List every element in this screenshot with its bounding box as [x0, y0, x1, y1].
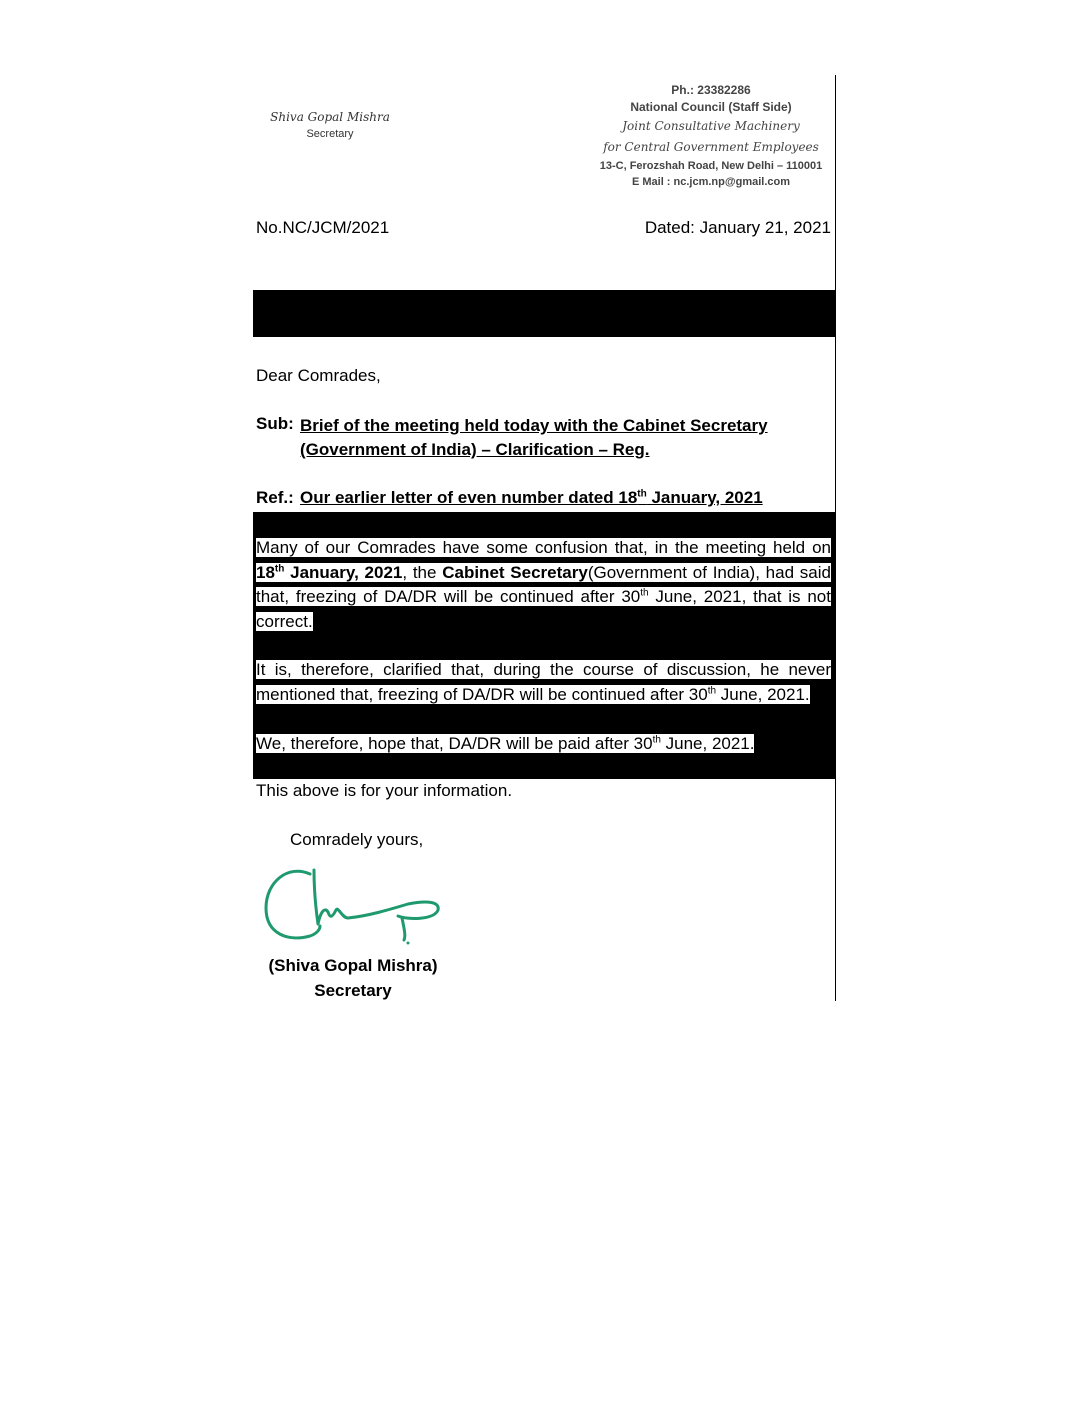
signature-block	[258, 953, 448, 1003]
information-line: This above is for your information.	[256, 781, 513, 800]
ref-text-part: Our earlier letter of even number dated 18	[300, 488, 638, 507]
ref-text-part: January, 2021	[646, 488, 763, 507]
p1-date-bold: 18	[256, 562, 275, 582]
p3-sup: th	[652, 734, 661, 746]
org-for-employees: for Central Government Employees	[603, 140, 819, 154]
org-machinery: Joint Consultative Machinery	[622, 119, 800, 133]
p3-text: We, therefore, hope that, DA/DR will be paid after 30	[256, 734, 653, 753]
signer-name: (Shiva Gopal Mishra)	[268, 956, 438, 975]
p1-text: , the	[402, 562, 443, 582]
org-email: E Mail : nc.jcm.np@gmail.com	[631, 176, 791, 188]
p3-text: June, 2021.	[660, 734, 755, 753]
p2-text: It is, therefore, clarified that, during the course of discussion, he never mentioned that, freezing of DA/DR will be continued after 30	[256, 660, 831, 704]
paragraph-2	[256, 658, 831, 707]
organization-header	[586, 82, 836, 190]
p1-cabinet-secretary: Cabinet Secretary	[442, 562, 588, 582]
p1-sup: th	[274, 562, 285, 574]
sender-title: Secretary	[306, 128, 354, 140]
org-address: 13-C, Ferozshah Road, New Delhi – 110001	[599, 160, 823, 172]
closing: Comradely yours,	[290, 830, 424, 849]
reference-number: No.NC/JCM/2021	[256, 218, 390, 237]
signature-image	[258, 860, 448, 950]
ref-sup: th	[637, 488, 647, 500]
p1-date-bold: January, 2021	[284, 562, 403, 582]
ref-text	[300, 488, 763, 508]
p1-text: June, 2021, that is not correct.	[256, 587, 831, 631]
paragraph-3	[256, 732, 831, 757]
org-phone: Ph.: 23382286	[671, 83, 751, 97]
org-council: National Council (Staff Side)	[630, 100, 792, 114]
p1-text: (Government of India), had said that, freezing of DA/DR will be continued after 30	[256, 562, 831, 606]
subject-text: Brief of the meeting held today with the Cabinet Secretary (Government of India) – Clarification – Reg.	[300, 416, 768, 459]
letter-date: Dated: January 21, 2021	[644, 218, 831, 237]
signer-title: Secretary	[314, 981, 392, 1000]
subject-label: Sub:	[256, 414, 294, 433]
p1-sup: th	[640, 587, 649, 599]
ref-label: Ref.:	[256, 488, 294, 507]
p1-text: Many of our Comrades have some confusion that, in the meeting held on	[256, 538, 831, 557]
paragraph-1	[256, 536, 831, 634]
salutation: Dear Comrades,	[256, 366, 381, 385]
p2-text: June, 2021.	[716, 684, 810, 704]
sender-name: Shiva Gopal Mishra	[270, 110, 390, 124]
p2-sup: th	[707, 684, 717, 696]
redaction-bar-top	[253, 290, 836, 337]
